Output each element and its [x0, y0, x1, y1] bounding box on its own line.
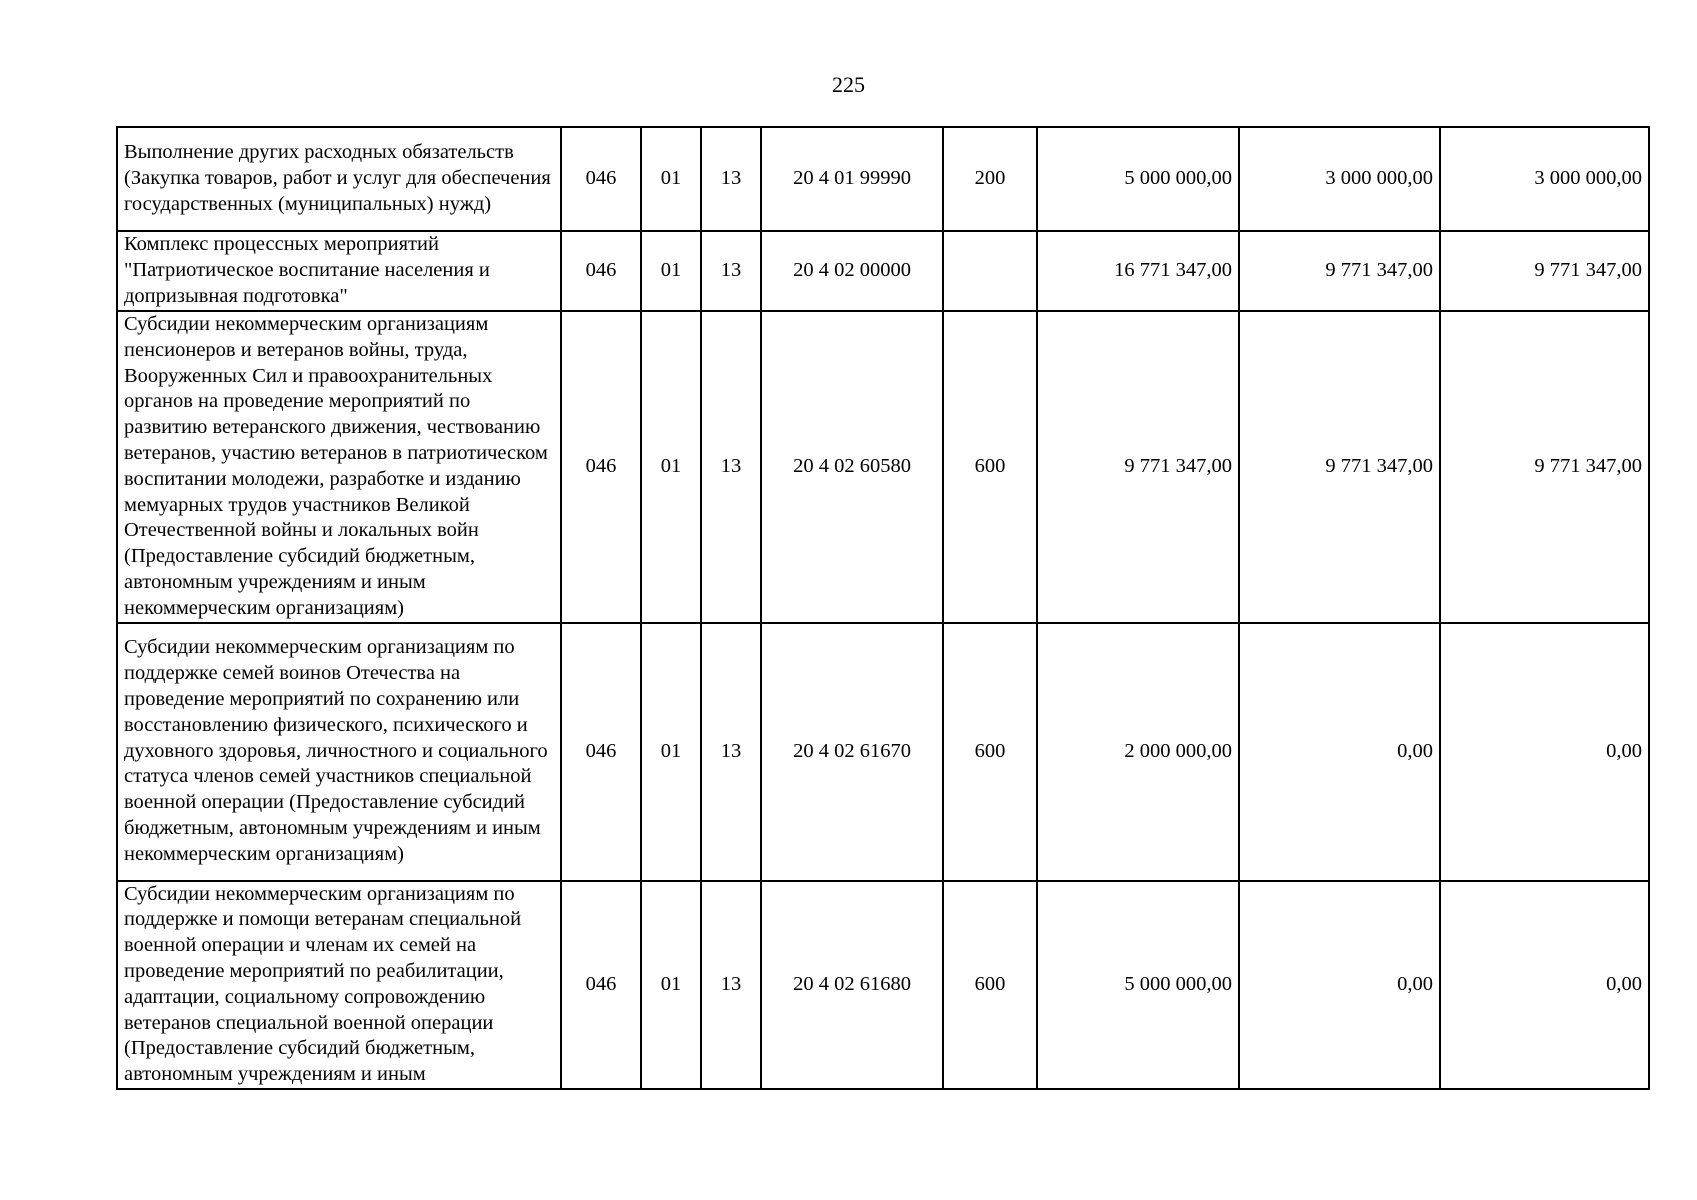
subsection-code: 13: [701, 881, 761, 1089]
row-description: Выполнение других расходных обязательств (Закупка товаров, работ и услуг для обеспечения государственных (муниципальных) нужд): [117, 127, 561, 231]
expense-type-code: 600: [943, 623, 1037, 881]
target-article-code: 20 4 02 60580: [761, 311, 943, 623]
ministry-code: 046: [561, 311, 641, 623]
table-row: [117, 881, 1649, 1089]
expense-type-code: [943, 231, 1037, 311]
amount-3: 9 771 347,00: [1440, 231, 1649, 311]
subsection-code: 13: [701, 231, 761, 311]
amount-2: 3 000 000,00: [1239, 127, 1440, 231]
expense-type-code: 200: [943, 127, 1037, 231]
subsection-code: 13: [701, 623, 761, 881]
amount-1: 5 000 000,00: [1037, 127, 1239, 231]
target-article-code: 20 4 02 61670: [761, 623, 943, 881]
amount-3: 9 771 347,00: [1440, 311, 1649, 623]
row-description: Субсидии некоммерческим организациям по поддержке и помощи ветеранам специальной военной операции и членам их семей на проведение мероприятий по реабилитации, адаптации, социальному сопровождению ветеранов специальной военной операции (Предоставление субсидий бюджетным, автономным учреждениям и иным: [117, 881, 561, 1089]
expense-type-code: 600: [943, 881, 1037, 1089]
page-number: 225: [832, 72, 865, 97]
row-description: Субсидии некоммерческим организациям пенсионеров и ветеранов войны, труда, Вооруженных Сил и правоохранительных органов на проведение мероприятий по развитию ветеранского движения, чествованию ветеранов, участию ветеранов в патриотическом воспитании молодежи, разработке и изданию мемуарных трудов участников Великой Отечественной войны и локальных войн (Предоставление субсидий бюджетным, автономным учреждениям и иным некоммерческим организациям): [117, 311, 561, 623]
target-article-code: 20 4 02 61680: [761, 881, 943, 1089]
amount-3: 0,00: [1440, 623, 1649, 881]
table-row: [117, 311, 1649, 623]
ministry-code: 046: [561, 127, 641, 231]
amount-3: 3 000 000,00: [1440, 127, 1649, 231]
ministry-code: 046: [561, 231, 641, 311]
amount-1: 5 000 000,00: [1037, 881, 1239, 1089]
section-code: 01: [641, 127, 701, 231]
section-code: 01: [641, 231, 701, 311]
row-description: Субсидии некоммерческим организациям по поддержке семей воинов Отечества на проведение мероприятий по сохранению или восстановлению физического, психического и духовного здоровья, личностного и социального статуса членов семей участников специальной военной операции (Предоставление субсидий бюджетным, автономным учреждениям и иным некоммерческим организациям): [117, 623, 561, 881]
subsection-code: 13: [701, 127, 761, 231]
section-code: 01: [641, 881, 701, 1089]
amount-3: 0,00: [1440, 881, 1649, 1089]
amount-2: 9 771 347,00: [1239, 231, 1440, 311]
amount-1: 9 771 347,00: [1037, 311, 1239, 623]
budget-table: [116, 126, 1650, 1090]
ministry-code: 046: [561, 623, 641, 881]
section-code: 01: [641, 311, 701, 623]
amount-2: 9 771 347,00: [1239, 311, 1440, 623]
target-article-code: 20 4 01 99990: [761, 127, 943, 231]
table-row: [117, 231, 1649, 311]
amount-1: 2 000 000,00: [1037, 623, 1239, 881]
table-row: [117, 127, 1649, 231]
expense-type-code: 600: [943, 311, 1037, 623]
row-description: Комплекс процессных мероприятий "Патриотическое воспитание населения и допризывная подготовка": [117, 231, 561, 311]
amount-2: 0,00: [1239, 881, 1440, 1089]
subsection-code: 13: [701, 311, 761, 623]
amount-1: 16 771 347,00: [1037, 231, 1239, 311]
table-row: [117, 623, 1649, 881]
ministry-code: 046: [561, 881, 641, 1089]
amount-2: 0,00: [1239, 623, 1440, 881]
target-article-code: 20 4 02 00000: [761, 231, 943, 311]
section-code: 01: [641, 623, 701, 881]
